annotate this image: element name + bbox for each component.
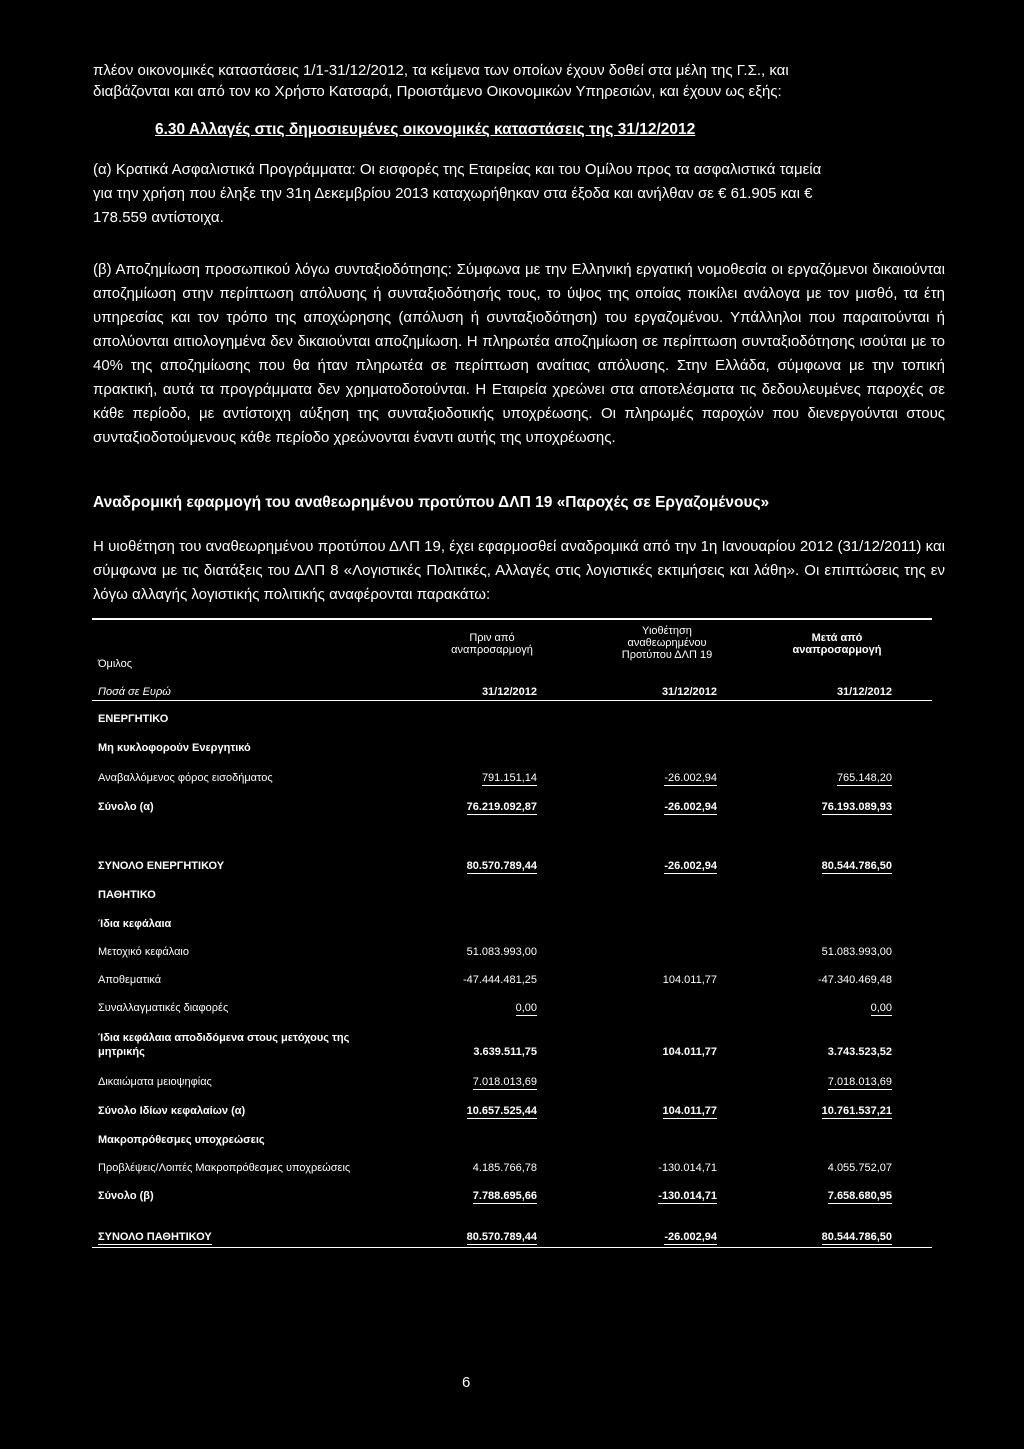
date-col-1: 31/12/2012 bbox=[481, 686, 537, 698]
row-deferred-tax-v2: -26.002,94 bbox=[664, 772, 717, 784]
intro-line-2: διαβάζονται και από τον κο Χρήστο Κατσαρά, Προιστάμενο Οικονομικών Υπηρεσιών, και έχουν ως εξής: bbox=[93, 83, 782, 100]
row-total-assets-v2: -26.002,94 bbox=[664, 860, 717, 872]
header-adoption: Υιοθέτηση αναθεωρημένου Προτύπου ΔΛΠ 19 bbox=[621, 625, 713, 661]
row-total-b-label: Σύνολο (β) bbox=[98, 1190, 154, 1202]
row-provisions-label: Προβλέψεις/Λοιπές Μακροπρόθεσμες υποχρεώσεις bbox=[98, 1162, 351, 1174]
section-title: 6.30 Αλλαγές στις δημοσιευμένες οικονομικές καταστάσεις της 31/12/2012 bbox=[155, 121, 696, 138]
row-equity-parent-label-2: μητρικής bbox=[98, 1046, 145, 1058]
table-header-rule bbox=[92, 700, 932, 701]
header-before: Πριν από αναπροσαρμογή bbox=[451, 632, 533, 656]
row-reserves-v3: -47.340.469,48 bbox=[817, 974, 892, 986]
row-total-equity-label: Σύνολο Ιδίων κεφαλαίων (α) bbox=[98, 1105, 246, 1117]
paragraph-b bbox=[93, 258, 945, 450]
paragraph-a bbox=[93, 158, 945, 230]
paragraph-b-text: (β) Αποζημίωση προσωπικού λόγω συνταξιοδότησης: Σύμφωνα με την Ελληνική εργατική νομοθεσία οι εργαζόμενοι δικαιούνται αποζημίωση στην περίπτωση απόλυσης ή συνταξιοδότησής τους, το ύψος της οποίας ποικίλει ανάλογα με τον μισθό, τα έτη υπηρεσίας και τον τρόπο της αποχώρησης (απόλυση ή συνταξιοδότηση) του εργαζομένου. Υπάλληλοι που παραιτούνται ή απολύονται αιτιολογημένα δεν δικαιούνται αποζημίωση. Η πληρωτέα αποζημίωση σε περίπτωση συνταξιοδότησης ισούται με το 40% της αποζημίωσης που θα ήταν πληρωτέα σε περίπτωση αναίτιας απόλυσης. Στην Ελλάδα, σύμφωνα με την τοπική πρακτική, αυτά τα προγράμματα δεν χρηματοδοτούνται. Η Εταιρεία χρεώνει στα αποτελέσματα τις δεδουλευμένες παροχές σε κάθε περίοδο, με αντίστοιχη αύξηση της συνταξιοδοτικής υποχρέωσης. Οι πληρωμές παροχών που διενεργούνται στους συνταξιοδοτούμενους κάθε περίοδο χρεώνονται έναντι αυτής της υποχρέωσης. bbox=[93, 261, 945, 446]
row-share-capital-label: Μετοχικό κεφάλαιο bbox=[98, 946, 189, 958]
page-number: 6 bbox=[462, 1374, 471, 1391]
row-equity-parent-v2: 104.011,77 bbox=[662, 1046, 717, 1058]
row-noncurrent-heading: Μη κυκλοφορούν Ενεργητικό bbox=[98, 742, 251, 754]
row-share-capital-v1: 51.083.993,00 bbox=[466, 946, 537, 958]
table-top-rule bbox=[92, 618, 932, 620]
row-total-a-label: Σύνολο (α) bbox=[98, 801, 154, 813]
row-total-a-v1: 76.219.092,87 bbox=[466, 801, 537, 813]
date-col-2: 31/12/2012 bbox=[661, 686, 717, 698]
row-minority-v3: 7.018.013,69 bbox=[827, 1076, 892, 1088]
currency-label: Ποσά σε Ευρώ bbox=[98, 686, 171, 698]
row-long-term-heading: Μακροπρόθεσμες υποχρεώσεις bbox=[98, 1134, 265, 1146]
row-equity-heading: Ίδια κεφάλαια bbox=[98, 918, 172, 930]
row-assets-heading: ΕΝΕΡΓΗΤΙΚΟ bbox=[98, 713, 169, 725]
paragraph-a-line-3: 178.559 αντίστοιχα. bbox=[93, 209, 224, 226]
row-share-capital-v3: 51.083.993,00 bbox=[821, 946, 892, 958]
row-total-assets-label: ΣΥΝΟΛΟ ΕΝΕΡΓΗΤΙΚΟΥ bbox=[98, 860, 225, 872]
row-provisions-v2: -130.014,71 bbox=[658, 1162, 717, 1174]
row-total-a-v3: 76.193.089,93 bbox=[821, 801, 892, 813]
intro-paragraph bbox=[93, 60, 933, 102]
row-deferred-tax-label: Αναβαλλόμενος φόρος εισοδήματος bbox=[98, 772, 273, 784]
row-fx-v3: 0,00 bbox=[870, 1002, 892, 1014]
row-provisions-v1: 4.185.766,78 bbox=[472, 1162, 537, 1174]
row-total-a-v2: -26.002,94 bbox=[664, 801, 717, 813]
row-reserves-label: Αποθεματικά bbox=[98, 974, 162, 986]
row-total-assets-v1: 80.570.789,44 bbox=[466, 860, 537, 872]
row-minority-label: Δικαιώματα μειοψηφίας bbox=[98, 1076, 212, 1088]
row-total-equity-v2: 104.011,77 bbox=[662, 1105, 717, 1117]
header-after: Μετά από αναπροσαρμογή bbox=[792, 632, 882, 656]
row-provisions-v3: 4.055.752,07 bbox=[827, 1162, 892, 1174]
row-total-liabilities-label: ΣΥΝΟΛΟ ΠΑΘΗΤΙΚΟΥ bbox=[98, 1231, 212, 1243]
row-total-b-v3: 7.658.680,95 bbox=[827, 1190, 892, 1202]
intro-line-1: πλέον οικονομικές καταστάσεις 1/1-31/12/2012, τα κείμενα των οποίων έχουν δοθεί στα μέλη της Γ.Σ., και bbox=[93, 62, 789, 79]
row-total-liabilities-v2: -26.002,94 bbox=[664, 1231, 717, 1243]
row-total-assets-v3: 80.544.786,50 bbox=[821, 860, 892, 872]
row-total-b-v1: 7.788.695,66 bbox=[472, 1190, 537, 1202]
row-fx-label: Συναλλαγματικές διαφορές bbox=[98, 1002, 229, 1014]
row-deferred-tax-v3: 765.148,20 bbox=[836, 772, 892, 784]
row-total-b-v2: -130.014,71 bbox=[658, 1190, 717, 1202]
table-corner-label: Όμιλος bbox=[98, 658, 133, 670]
row-equity-parent-v1: 3.639.511,75 bbox=[473, 1046, 537, 1058]
paragraph-a-line-1: (α) Κρατικά Ασφαλιστικά Προγράμματα: Οι εισφορές της Εταιρείας και του Ομίλου προς τα ασφαλιστικά ταμεία bbox=[93, 161, 822, 178]
paragraph-c-text: Η υιοθέτηση του αναθεωρημένου προτύπου ΔΛΠ 19, έχει εφαρμοσθεί αναδρομικά από την 1η Ιανουαρίου 2012 (31/12/2011) και σύμφωνα με τις διατάξεις του ΔΛΠ 8 «Λογιστικές Πολιτικές, Αλλαγές στις λογιστικές εκτιμήσεις και λάθη». Οι επιπτώσεις της εν λόγω αλλαγής λογιστικής πολιτικής αναφέρονται παρακάτω: bbox=[93, 538, 945, 603]
table-bottom-rule bbox=[92, 1247, 932, 1248]
row-deferred-tax-v1: 791.151,14 bbox=[481, 772, 537, 784]
row-reserves-v1: -47.444.481,25 bbox=[462, 974, 537, 986]
row-total-equity-v1: 10.657.525,44 bbox=[466, 1105, 537, 1117]
row-equity-parent-v3: 3.743.523,52 bbox=[827, 1046, 892, 1058]
row-fx-v1: 0,00 bbox=[515, 1002, 537, 1014]
row-total-equity-v3: 10.761.537,21 bbox=[821, 1105, 892, 1117]
row-liabilities-heading: ΠΑΘΗΤΙΚΟ bbox=[98, 889, 156, 901]
retrospective-heading: Αναδρομική εφαρμογή του αναθεωρημένου προτύπου ΔΛΠ 19 «Παροχές σε Εργαζομένους» bbox=[93, 494, 770, 511]
date-col-3: 31/12/2012 bbox=[836, 686, 892, 698]
row-minority-v1: 7.018.013,69 bbox=[472, 1076, 537, 1088]
row-total-liabilities-v3: 80.544.786,50 bbox=[821, 1231, 892, 1243]
row-total-liabilities-v1: 80.570.789,44 bbox=[466, 1231, 537, 1243]
row-equity-parent-label-1: Ίδια κεφάλαια αποδιδόμενα στους μετόχους της bbox=[98, 1032, 350, 1044]
row-reserves-v2: 104.011,77 bbox=[662, 974, 717, 986]
paragraph-a-line-2: για την χρήση που έληξε την 31η Δεκεμβρίου 2013 καταχωρήθηκαν στα έξοδα και ανήλθαν σε € 61.905 και € bbox=[93, 185, 813, 202]
paragraph-c bbox=[93, 535, 945, 607]
